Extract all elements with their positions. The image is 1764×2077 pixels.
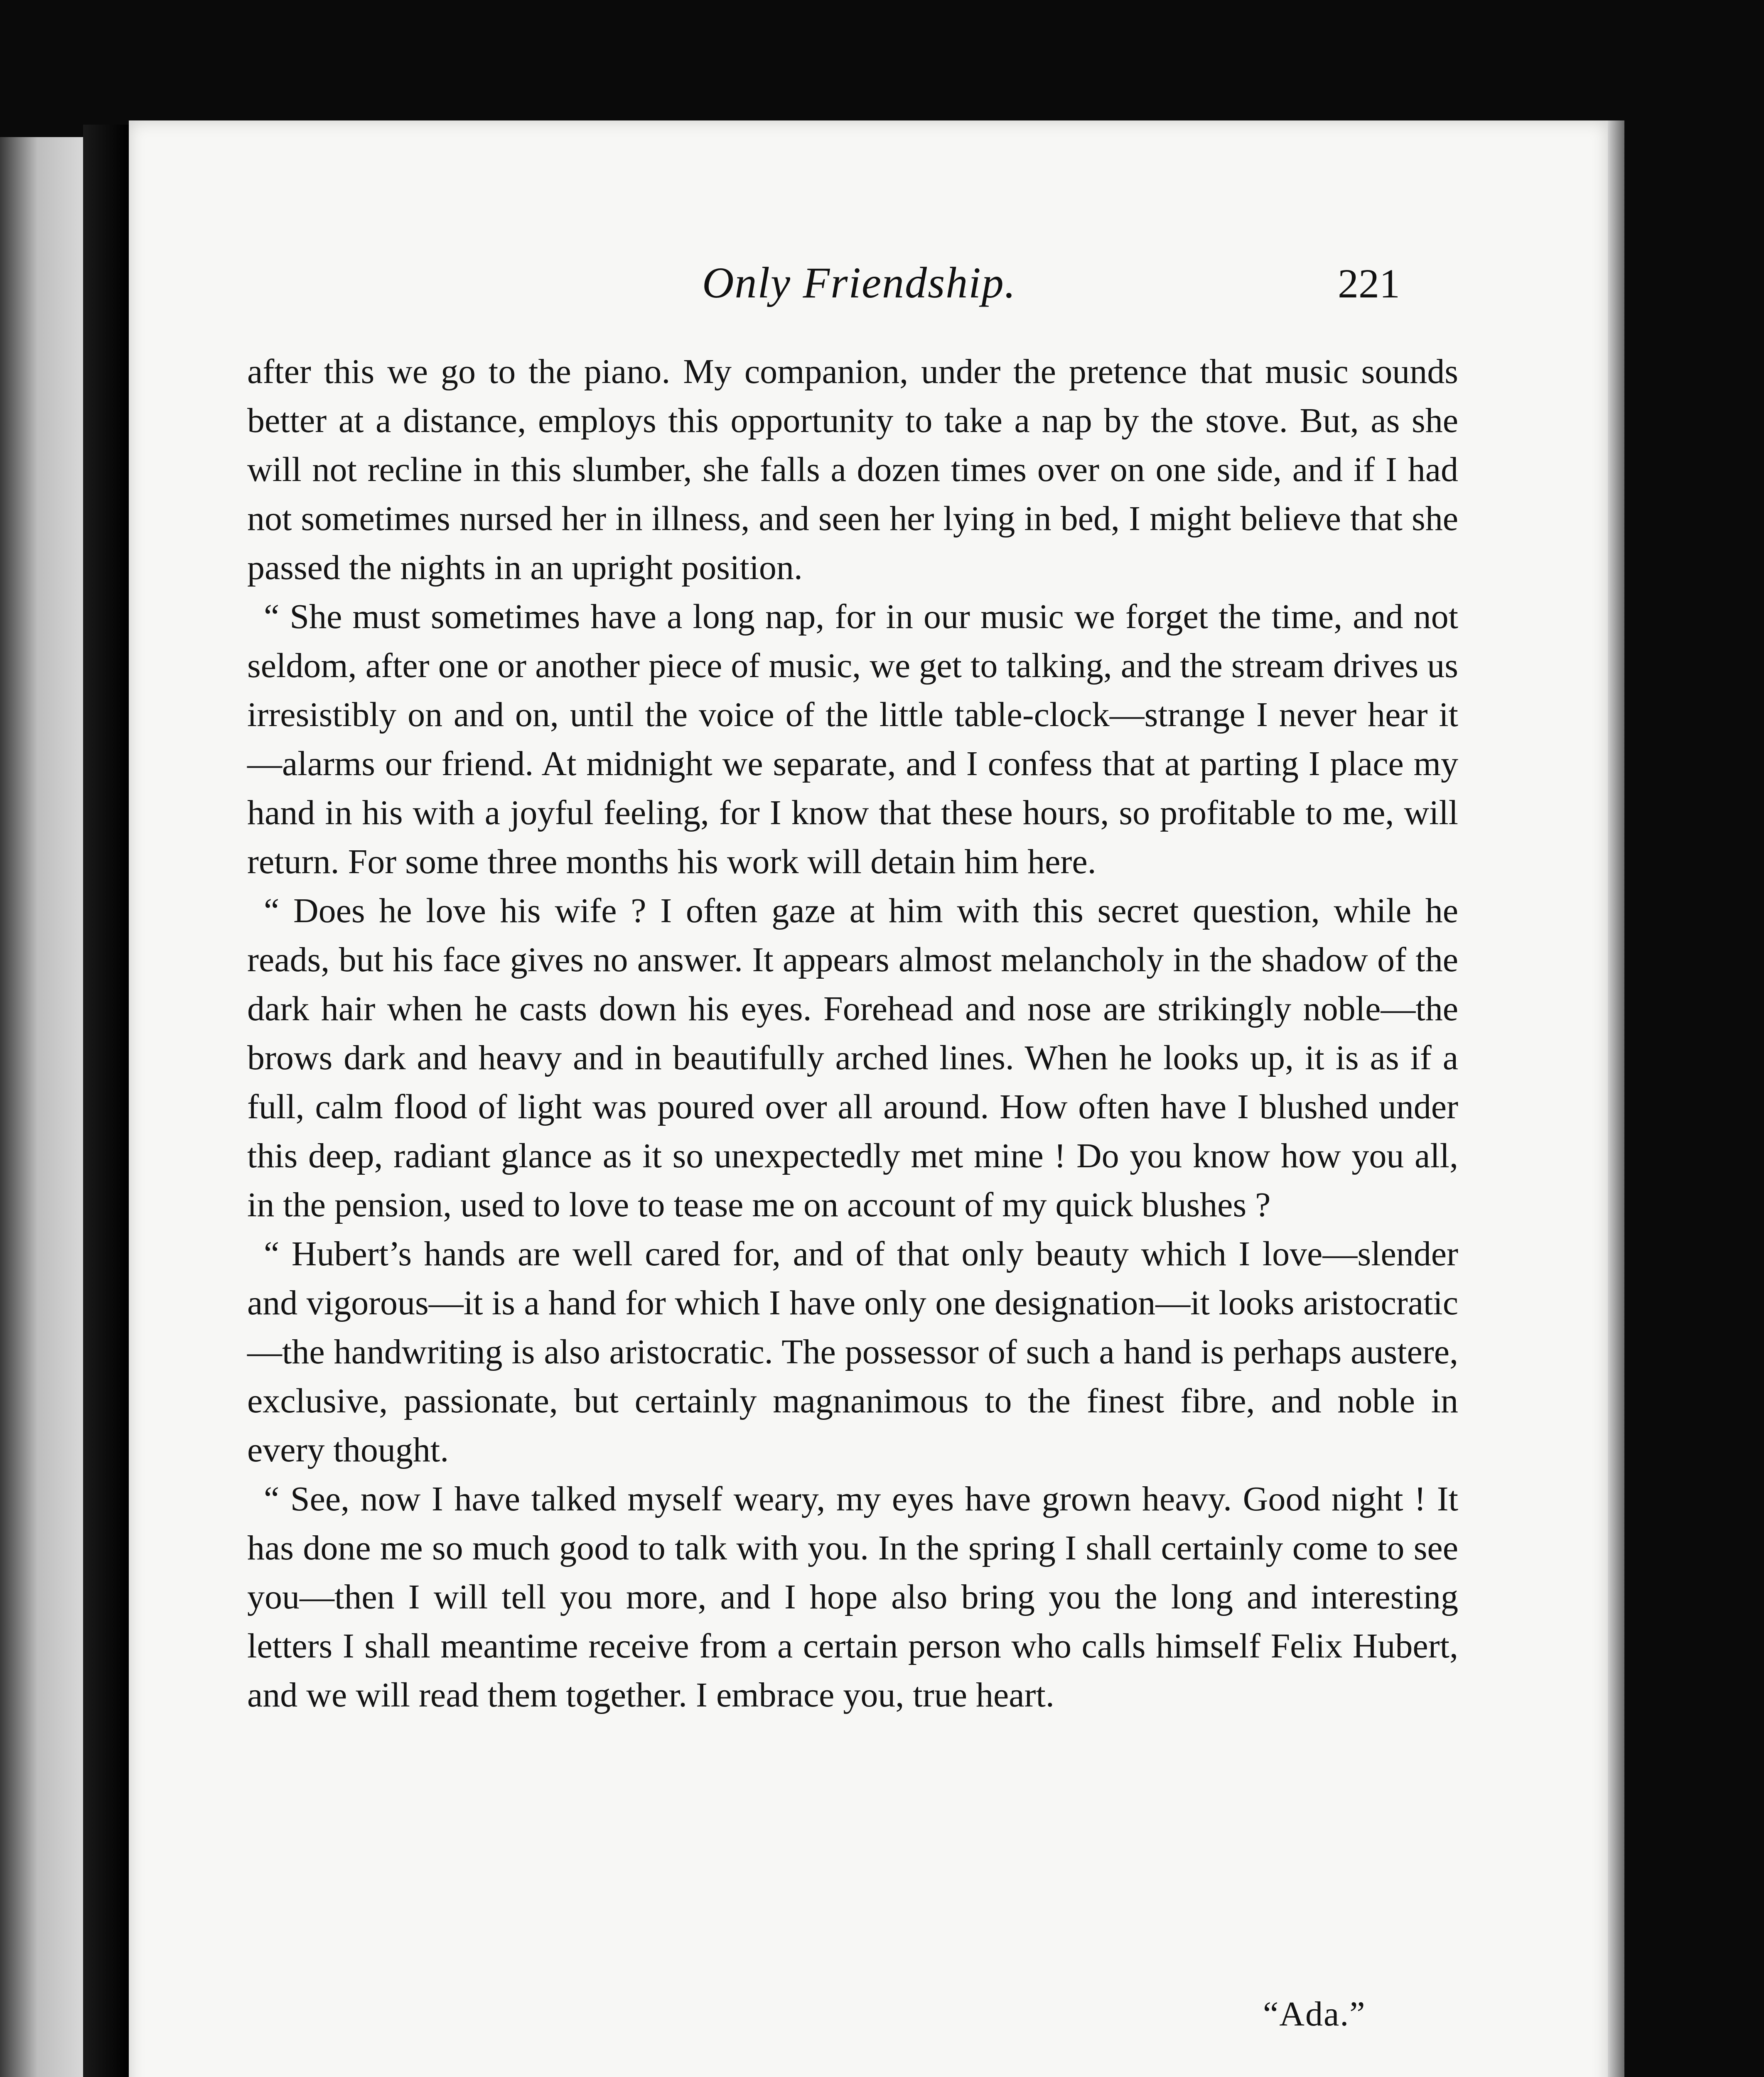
letter-signature: “Ada.” [1263,1995,1366,2033]
running-title: Only Friendship. [702,258,1017,307]
paragraph: “ See, now I have talked myself weary, my eyes have grown heavy. Good night ! It has done me so much good to talk with you. In the spring I shall certainly come to see you—then I will tell you more, and I hope also bring you the long and interesting letters I shall meantime receive from a certain person who calls himself Felix Hubert, and we will read them together. I embrace you, true heart. [247,1480,1458,1714]
paragraph: after this we go to the piano. My companion, under the pretence that music sounds better at a distance, employs this opportunity to take a nap by the stove. But, as she will not recline in this slumber, she falls a dozen times over on one side, and if I had not sometimes nursed her in illness, and seen her lying in bed, I might believe that she passed the nights in an upright position. [247,352,1458,587]
book-gutter [83,125,129,2077]
page-edge-right [1608,120,1624,2077]
paragraph: “ She must sometimes have a long nap, for in our music we forget the time, and not seldom, after one or another piece of music, we get to talking, and the stream drives us irresistibly on and on, until the voice of the little table-clock—strange I never hear it—alarms our friend. At midnight we separate, and I confess that at parting I place my hand in his with a joyful feeling, for I know that these hours, so profitable to me, will return. For some three months his work will detain him here. [247,597,1458,881]
body-text [247,347,1458,1720]
facing-page-edge [0,137,83,2077]
page-number: 221 [1338,260,1400,307]
paragraph: “ Hubert’s hands are well cared for, and of that only beauty which I love—slender and vigorous—it is a hand for which I have only one designation—it looks aristocratic—the handwriting is also aristocratic. The possessor of such a hand is perhaps austere, exclusive, passionate, but certainly magnanimous to the finest fibre, and noble in every thought. [247,1235,1458,1469]
paragraph: “ Does he love his wife ? I often gaze at him with this secret question, while he reads, but his face gives no answer. It appears almost melancholy in the shadow of the dark hair when he casts down his eyes. Forehead and nose are strikingly noble—the brows dark and heavy and in beautifully arched lines. When he looks up, it is as if a full, calm flood of light was poured over all around. How often have I blushed under this deep, radiant glance as it so unexpectedly met mine ! Do you know how you all, in the pension, used to love to tease me on account of my quick blushes ? [247,891,1458,1224]
